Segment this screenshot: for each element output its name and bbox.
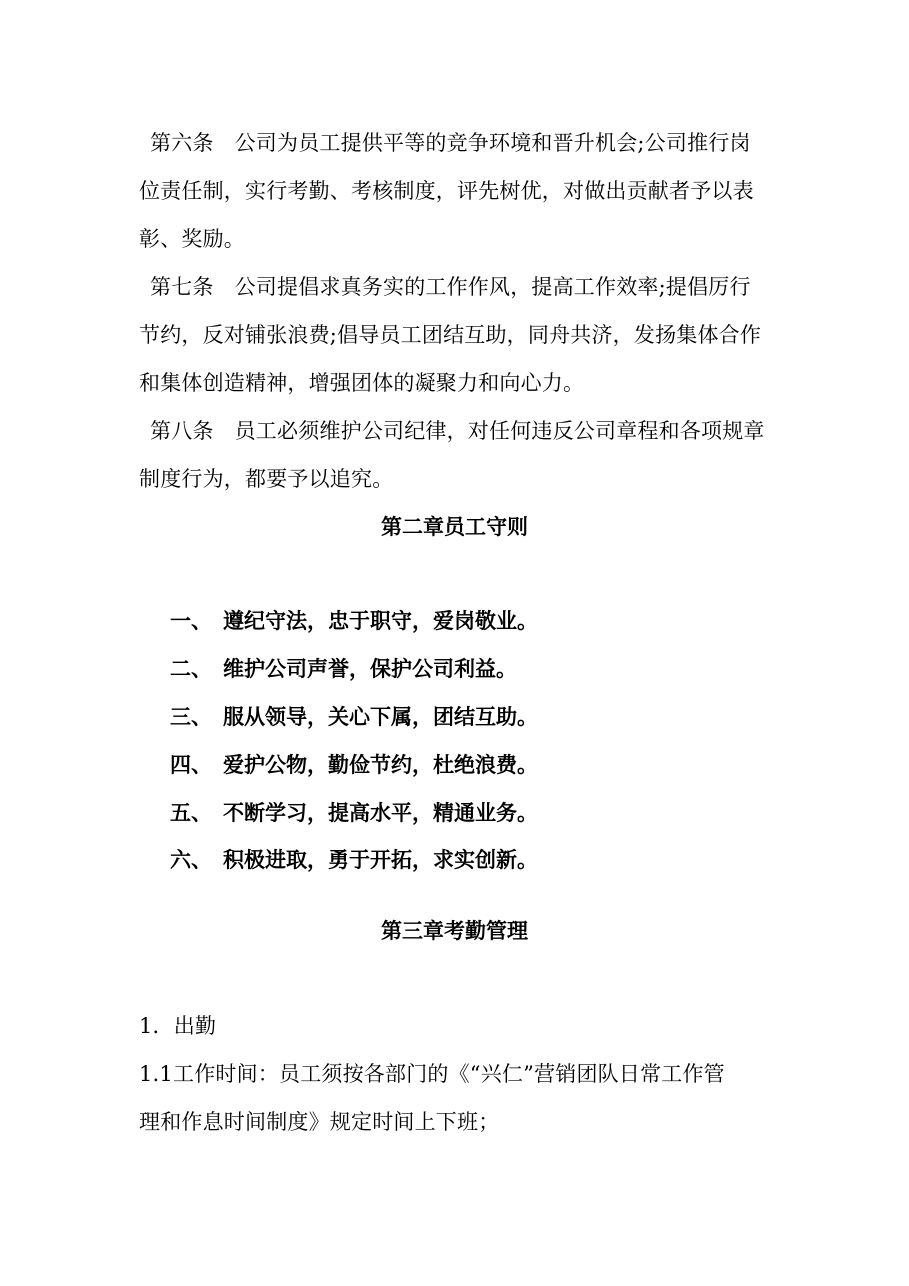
article-7-text-1: 公司提倡求真务实的工作作风，提高工作效率;提倡厉行 (234, 275, 751, 299)
section-1-1-line-2: 理和作息时间制度》规定时间上下班； (139, 1110, 500, 1134)
rule-text: 维护公司声誉，保护公司利益。 (223, 657, 517, 681)
chapter-3-title: 第三章考勤管理 (381, 919, 528, 943)
rule-text: 不断学习，提高水平，精通业务。 (223, 801, 538, 825)
rule-number: 三、 (170, 705, 212, 729)
rule-number: 二、 (170, 657, 212, 681)
section-1-title: 1．出勤 (139, 1014, 217, 1038)
article-7-line-2: 节约，反对铺张浪费;倡导员工团结互助，同舟共济，发扬集体合作 (139, 323, 762, 347)
article-6-line-2: 位责任制，实行考勤、考核制度，评先树优，对做出贡献者予以表 (139, 179, 754, 203)
rule-number: 六、 (170, 848, 212, 872)
article-7-line-3: 和集体创造精神，增强团体的凝聚力和向心力。 (139, 371, 585, 395)
rule-number: 一、 (170, 609, 212, 633)
rule-item (170, 750, 538, 780)
rule-text: 遵纪守法，忠于职守，爱岗敬业。 (223, 609, 538, 633)
rule-item (170, 845, 538, 875)
rule-text: 爱护公物，勤俭节约，杜绝浪费。 (223, 753, 538, 777)
article-8-text-1: 员工必须维护公司纪律，对任何违反公司章程和各项规章 (234, 419, 765, 443)
rule-number: 四、 (170, 753, 212, 777)
chapter-2-title: 第二章员工守则 (381, 515, 528, 539)
article-6-text-1: 公司为员工提供平等的竞争环境和晋升机会;公司推行岗 (234, 131, 751, 155)
section-1-1-line-1: 1.1工作时间：员工须按各部门的《“兴仁”营销团队日常工作管 (139, 1062, 725, 1086)
article-6-line-1 (150, 128, 751, 158)
rule-item (170, 798, 538, 828)
rule-item (170, 606, 538, 636)
rule-text: 服从领导，关心下属，团结互助。 (223, 705, 538, 729)
article-8-label: 第八条 (150, 419, 214, 443)
rule-number: 五、 (170, 801, 212, 825)
rule-item (170, 654, 517, 684)
article-8-line-1 (150, 416, 765, 446)
rule-item (170, 702, 538, 732)
article-6-label: 第六条 (150, 131, 214, 155)
article-7-line-1 (150, 272, 751, 302)
rule-text: 积极进取，勇于开拓，求实创新。 (223, 848, 538, 872)
article-8-line-2: 制度行为，都要予以追究。 (139, 467, 394, 491)
article-7-label: 第七条 (150, 275, 214, 299)
article-6-line-3: 彰、奖励。 (139, 227, 245, 251)
